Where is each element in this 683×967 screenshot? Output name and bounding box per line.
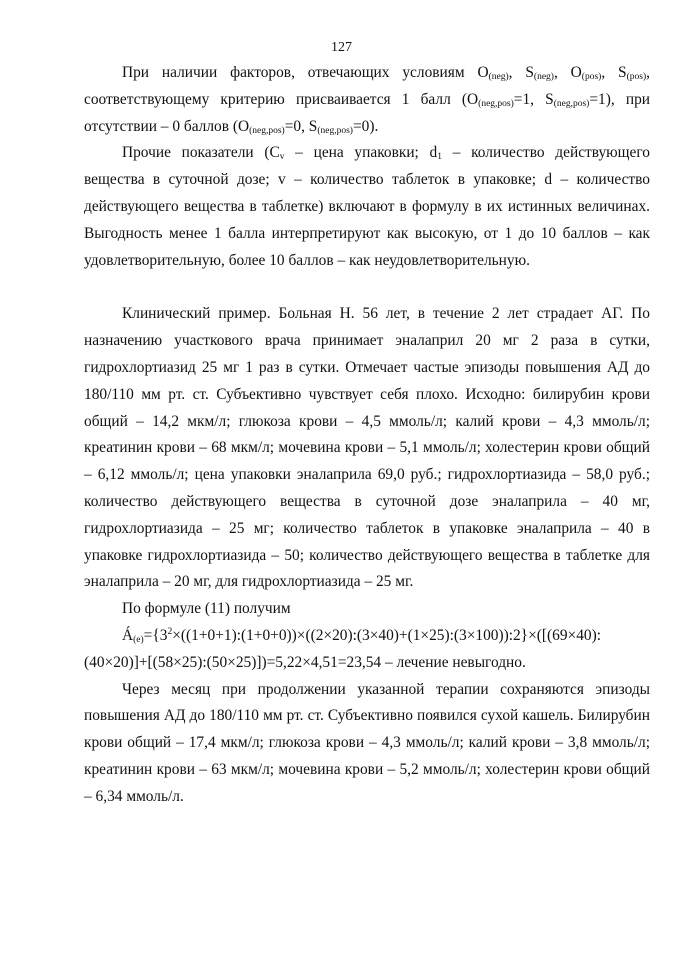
paragraph-formula-intro: По формуле (11) получим [122, 600, 291, 618]
formula-calculation: $Á_{(e)}=\{3^2\times((1+0+1):(1+0+0))\times((2\times 20):(3\times 40)+(1\times 25):(3\times 100)):2\}\times([(69\times 40):(40\times 20)]+[(58\times 25):(50\times 25)])=5,22\times 4,51=23,54$ – лечение невыгодно. [84, 626, 601, 671]
paragraph-clinical-example: Клинический пример. Больная Н. 56 лет, в течение 2 лет страдает АГ. По назначению участкового врача принимает эналаприл 20 мг 2 раза в сутки, гидрохлортиазид 25 мг 1 раз в сутки. Отмечает частые эпизоды повышения АД до 180/110 мм рт. ст. Субъективно чувствует себя плохо. Исходно: билирубин крови общий – 14,2 мкм/л; глюкоза крови – 4,5 ммоль/л; калий крови – 4,3 ммоль/л; креатинин крови – 68 мкм/л; мочевина крови – 5,1 ммоль/л; холестерин крови общий – 6,12 ммоль/л; цена упаковки эналаприла 69,0 руб.; гидрохлортиазида – 58,0 руб.; количество действующего вещества в суточной дозе эналаприла – 40 мг, гидрохлортиазида – 25 мг; количество таблеток в упаковке эналаприла – 40 в упаковке гидрохлортиазида – 50; количество действующего вещества в таблетке для эналаприла – 20 мг, для гидрохлортиазида – 25 мг. [84, 305, 650, 591]
paragraph-followup: Через месяц при продолжении указанной терапии сохраняются эпизоды повышения АД до 180/110 мм рт. ст. Субъективно появился сухой кашель. Билирубин крови общий – 17,4 мкм/л; глюкоза крови – 4,3 ммоль/л; калий крови – 3,8 ммоль/л; креатинин крови – 63 мкм/л; мочевина крови – 5,2 ммоль/л; холестерин крови общий – 6,34 ммоль/л. [84, 680, 650, 805]
document-body [84, 60, 650, 811]
paragraph-spacer [84, 274, 650, 301]
paragraph-criteria-scoring: При наличии факторов, отвечающих условиям $O_{(neg)}$, $S_{(neg)}$, $O_{(pos)}$, $S_{(pos)}$, соответствующему критерию присваивается 1 балл ($O_{(neg,pos)}=1$, $S_{(neg,pos)}=1$), при отсутствии – 0 баллов ($O_{(neg,pos)}=0$, $S_{(neg,pos)}=0$). [84, 64, 650, 136]
page-number: 127 [331, 40, 352, 55]
paragraph-other-indicators: Прочие показатели ($C_v$ – цена упаковки; $d_1$ – количество действующего вещества в суточной дозе; v – количество таблеток в упаковке; d – количество действующего вещества в таблетке) включают в формулу в их истинных величинах. Выгодность менее 1 балла интерпретируют как высокую, от 1 до 10 баллов – как удовлетворительную, более 10 баллов – как неудовлетворительную. [84, 144, 650, 269]
